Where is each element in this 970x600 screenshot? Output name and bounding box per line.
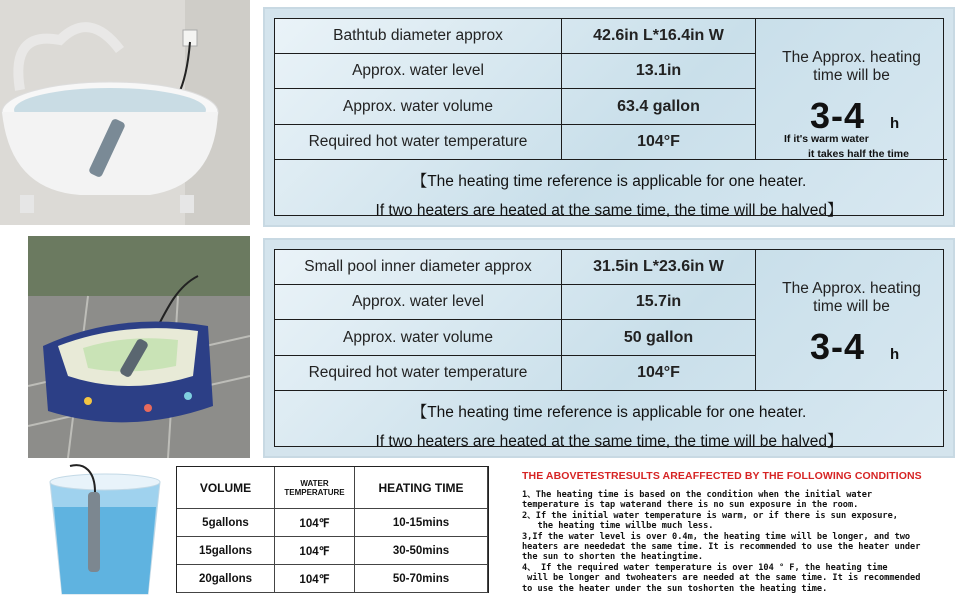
- volume-heating-table: [176, 466, 489, 593]
- pool-heating-unit: h: [890, 346, 900, 363]
- pool-heating-value: 3-4: [810, 326, 866, 367]
- table-row-2-time: 30-50mins: [355, 537, 488, 565]
- bathtub-temperature-label: Required hot water temperature: [275, 125, 562, 160]
- bathtub-water-level-value: 13.1in: [562, 54, 756, 89]
- bathtub-notice: [275, 160, 943, 219]
- pool-notice-line1: 【The heating time reference is applicable for one heater.: [411, 404, 807, 421]
- condition-line: the heating time willbe much less.: [522, 521, 714, 532]
- bathtub-diameter-label: Bathtub diameter approx: [275, 19, 562, 54]
- table-row-3-volume: 20gallons: [177, 565, 275, 593]
- conditions-title: THE ABOVETESTRESULTS AREAFFECTED BY THE FOLLOWING CONDITIONS: [522, 470, 922, 482]
- table-row-3-temp: 104℉: [275, 565, 355, 593]
- bathtub-heating-title-line1: The Approx. heating: [782, 49, 921, 66]
- bathtub-water-volume-value: 63.4 gallon: [562, 89, 756, 125]
- bathtub-spec-grid: [274, 18, 944, 219]
- inflatable-pool-photo: [28, 236, 250, 458]
- table-row-1-volume: 5gallons: [177, 509, 275, 537]
- pool-diameter-label: Small pool inner diameter approx: [275, 250, 562, 285]
- bathtub-notice-line1: 【The heating time reference is applicable for one heater.: [411, 173, 807, 190]
- header-water-temperature: [275, 467, 355, 509]
- bathtub-temperature-value: 104°F: [562, 125, 756, 160]
- bathtub-notice-line2: If two heaters are heated at the same time, the time will be halved】: [375, 202, 843, 219]
- header-heating-time: HEATING TIME: [355, 467, 488, 509]
- pool-spec-panel: [263, 238, 955, 458]
- condition-line: 4、 If the required water temperature is over 104 ° F, the heating time: [522, 562, 888, 573]
- header-water-temperature-line1: WATER: [300, 478, 329, 488]
- pool-water-level-value: 15.7in: [562, 285, 756, 320]
- header-volume: VOLUME: [177, 467, 275, 509]
- pool-spec-grid: [274, 249, 944, 450]
- bathtub-note-line2: it takes half the time: [808, 148, 909, 160]
- bathtub-water-volume-label: Approx. water volume: [275, 89, 562, 125]
- conditions-section: [522, 470, 967, 594]
- bathtub-spec-panel: [263, 7, 955, 227]
- pool-water-volume-label: Approx. water volume: [275, 320, 562, 356]
- pool-heating-title-line2: time will be: [813, 298, 890, 315]
- table-row-2-volume: 15gallons: [177, 537, 275, 565]
- pool-heating-title: [756, 280, 947, 316]
- header-water-temperature-line2: TEMPERATURE: [284, 487, 345, 497]
- condition-line: 2、If the initial water temperature is warm, or if there is sun exposure,: [522, 510, 898, 521]
- condition-line: heaters are neededat the same time. It is recommended to use the heater under: [522, 542, 921, 553]
- conditions-list: [522, 490, 967, 594]
- pool-diameter-value: 31.5in L*23.6in W: [562, 250, 756, 285]
- table-row-1-temp: 104℉: [275, 509, 355, 537]
- condition-line: the sun to shorten the heatingtime.: [522, 552, 704, 563]
- pool-heating-title-line1: The Approx. heating: [782, 280, 921, 297]
- bathtub-heating-title-line2: time will be: [813, 67, 890, 84]
- pool-temperature-value: 104°F: [562, 356, 756, 391]
- bathtub-heating-time-box: [756, 19, 947, 160]
- condition-line: will be longer and twoheaters are needed at the same time. It is recommended: [522, 573, 921, 584]
- condition-line: temperature is tap waterand there is no sun exposure in the room.: [522, 500, 859, 511]
- bathtub-heating-value: 3-4: [810, 95, 866, 136]
- pool-temperature-label: Required hot water temperature: [275, 356, 562, 391]
- condition-line: to use the heater under the sun toshorten the heating time.: [522, 583, 828, 594]
- pool-water-level-label: Approx. water level: [275, 285, 562, 320]
- pool-notice: [275, 391, 943, 450]
- bathtub-heating-unit: h: [890, 115, 900, 132]
- condition-line: 3,If the water level is over 0.4m, the heating time will be longer, and two: [522, 531, 911, 542]
- bathtub-water-level-label: Approx. water level: [275, 54, 562, 89]
- pool-heating-time-box: [756, 250, 947, 391]
- pool-water-volume-value: 50 gallon: [562, 320, 756, 356]
- table-row-3-time: 50-70mins: [355, 565, 488, 593]
- bathtub-diameter-value: 42.6in L*16.4in W: [562, 19, 756, 54]
- bathtub-photo: [0, 0, 250, 225]
- bathtub-heating-title: [756, 49, 947, 85]
- condition-line: 1、The heating time is based on the condition when the initial water: [522, 490, 873, 500]
- pool-notice-line2: If two heaters are heated at the same time, the time will be halved】: [375, 433, 843, 450]
- table-row-2-temp: 104℉: [275, 537, 355, 565]
- bathtub-note-line1: If it's warm water: [784, 133, 869, 145]
- table-row-1-time: 10-15mins: [355, 509, 488, 537]
- bucket-photo: [40, 462, 170, 600]
